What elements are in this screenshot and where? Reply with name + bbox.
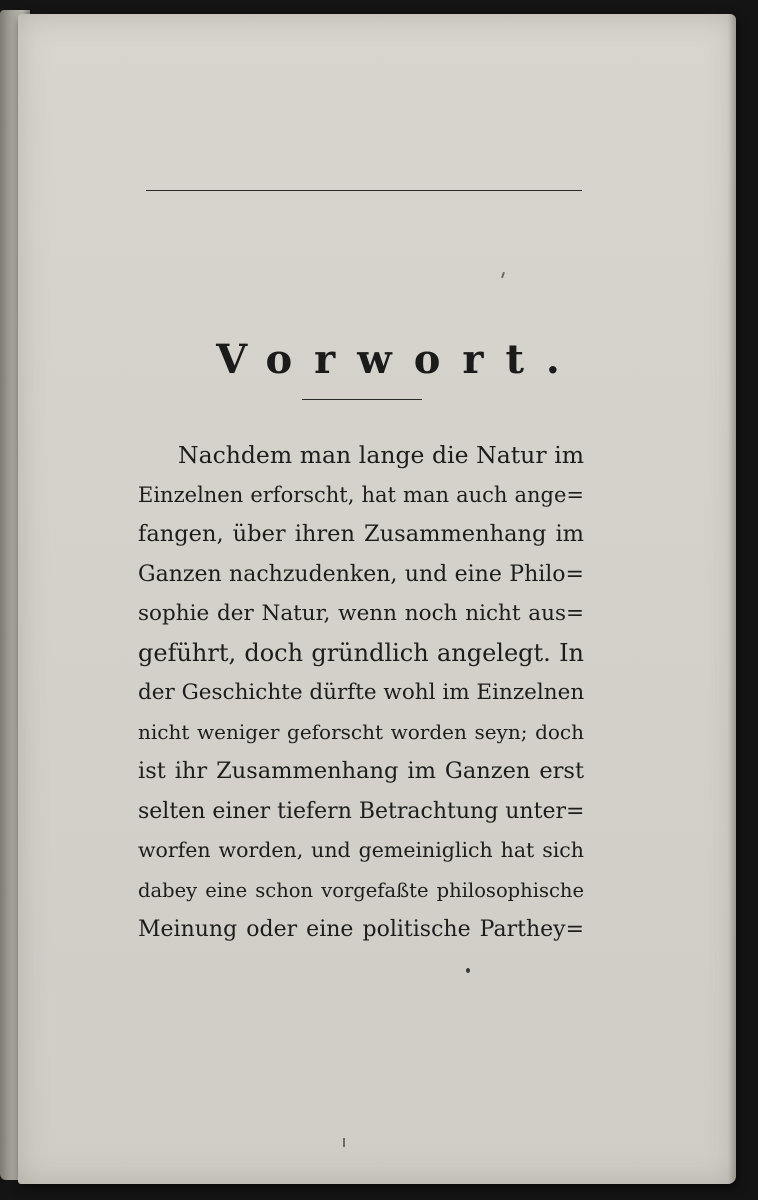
text-line: Ganzen nachzudenken, und eine Philo= — [138, 561, 584, 587]
text-line: dabey eine schon vorgefaßte philosophische — [138, 878, 584, 902]
text-line: Meinung oder eine politische Parthey= — [138, 917, 584, 942]
body-text — [138, 436, 584, 950]
text-line: sophie der Natur, wenn noch nicht aus= — [138, 601, 584, 626]
text-line: worfen worden, und gemeiniglich hat sich — [138, 838, 584, 862]
text-line: Einzelnen erforscht, hat man auch ange= — [138, 482, 584, 507]
text-line: nicht weniger geforscht worden seyn; doch — [138, 719, 584, 744]
text-line: ist ihr Zusammenhang im Ganzen erst — [138, 758, 584, 784]
text-line: selten einer tiefern Betrachtung unter= — [138, 798, 585, 824]
book-page — [18, 14, 736, 1184]
page-edge-shadow — [728, 14, 736, 1184]
top-rule — [146, 190, 582, 191]
heading-rule — [302, 399, 422, 400]
ink-speck — [466, 968, 470, 973]
text-line: der Geschichte dürfte wohl im Einzelnen — [138, 680, 585, 705]
page-heading: Vorwort. — [216, 336, 582, 383]
paper-mark — [343, 1138, 345, 1147]
paper-mark — [501, 272, 505, 278]
text-line: geführt, doch gründlich angelegt. In — [138, 638, 584, 667]
text-line: fangen, über ihren Zusammenhang im — [138, 521, 584, 547]
text-line: Nachdem man lange die Natur im — [178, 441, 584, 469]
